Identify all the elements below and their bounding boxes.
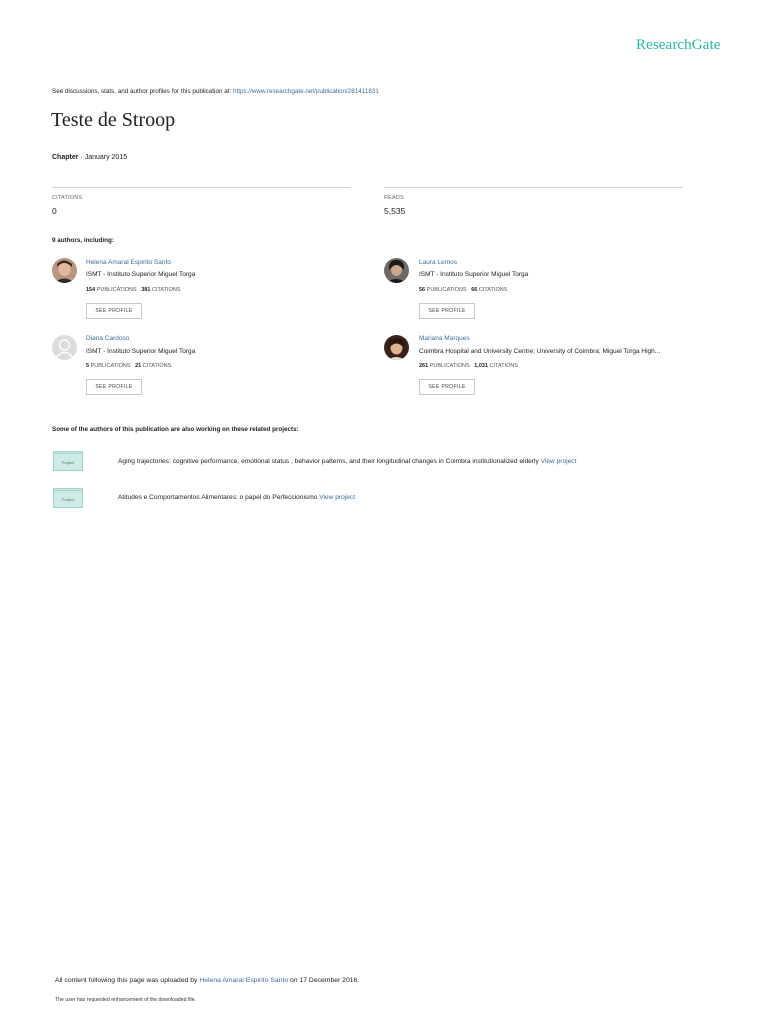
discussion-notice-text: See discussions, stats, and author profiles for this publication at:	[52, 88, 232, 95]
project-folder-icon	[53, 451, 83, 471]
project-folder-icon	[53, 488, 83, 508]
author-name-link[interactable]: Mariana Marques	[419, 335, 470, 342]
default-avatar-icon	[52, 335, 77, 360]
author-avatar[interactable]	[52, 258, 77, 283]
project-entry	[118, 494, 355, 501]
author-institution: ISMT - Instituto Superior Miguel Torga	[86, 271, 196, 278]
see-profile-button[interactable]: SEE PROFILE	[86, 379, 142, 395]
author-publications-count: 154	[86, 287, 96, 293]
author-publications-count: 56	[419, 287, 426, 293]
upload-notice	[55, 977, 359, 984]
project-icon[interactable]	[53, 451, 83, 471]
publications-label: PUBLICATIONS	[90, 363, 131, 369]
publication-meta	[52, 154, 127, 161]
author-publications-count: 261	[419, 363, 429, 369]
uploader-link[interactable]: Helena Amaral Espirito Santo	[199, 977, 289, 984]
authors-intro: 9 authors, including:	[52, 237, 114, 244]
author-name-link[interactable]: Laura Lemos	[419, 259, 457, 266]
author-avatar[interactable]	[52, 335, 77, 360]
see-profile-button[interactable]: SEE PROFILE	[86, 303, 142, 319]
publication-date: January 2015	[84, 154, 128, 161]
author-citations-count: 381	[141, 287, 151, 293]
citations-label: CITATIONS	[52, 195, 83, 201]
citations-label: CITATIONS	[478, 287, 508, 293]
view-project-link[interactable]: View project	[540, 458, 577, 465]
reads-value: 5,535	[384, 206, 406, 216]
related-projects-intro: Some of the authors of this publication are also working on these related projects:	[52, 426, 299, 433]
author-photo-icon	[384, 335, 409, 360]
upload-notice-prefix: All content following this page was uploaded by	[55, 977, 198, 984]
author-name-link[interactable]: Helena Amaral Espirito Santo	[86, 259, 171, 266]
project-icon-label: Project	[61, 460, 75, 465]
publication-url-link[interactable]: https://www.researchgate.net/publication/281411831	[232, 88, 379, 95]
citations-label: CITATIONS	[142, 363, 172, 369]
researchgate-logo[interactable]: ResearchGate	[636, 37, 721, 53]
see-profile-button[interactable]: SEE PROFILE	[419, 379, 475, 395]
author-institution: ISMT - Instituto Superior Miguel Torga	[86, 348, 196, 355]
author-name-link[interactable]: Diana Cardoso	[86, 335, 130, 342]
publications-label: PUBLICATIONS	[96, 287, 137, 293]
author-citations-count: 66	[471, 287, 478, 293]
author-stats	[86, 363, 171, 369]
project-icon-label: Project	[61, 497, 75, 502]
citations-divider	[52, 187, 350, 188]
author-institution: Coimbra Hospital and University Centre; University of Coimbra; Miguel Torga High...	[419, 348, 661, 355]
author-avatar[interactable]	[384, 335, 409, 360]
project-title: Aging trajectories: cognitive performance, emotional status , behavior patterns, and their longitudinal changes in Coimbra institutionalized elderly	[118, 458, 539, 465]
author-stats	[419, 287, 507, 293]
citations-label: CITATIONS	[151, 287, 181, 293]
upload-notice-suffix: on 17 December 2016.	[290, 977, 360, 984]
project-title: Atitudes e Comportamentos Alimentares: o papel do Perfeccionismo	[118, 494, 318, 501]
author-photo-icon	[384, 258, 409, 283]
view-project-link[interactable]: View project	[319, 494, 356, 501]
author-citations-count: 21	[135, 363, 142, 369]
author-stats	[86, 287, 181, 293]
enhancement-note: The user has requested enhancement of the downloaded file.	[55, 997, 197, 1003]
citations-value: 0	[52, 206, 57, 216]
author-publications-count: 5	[86, 363, 90, 369]
citations-label: CITATIONS	[489, 363, 519, 369]
see-profile-button[interactable]: SEE PROFILE	[419, 303, 475, 319]
reads-divider	[384, 187, 683, 188]
author-citations-count: 1,031	[474, 363, 489, 369]
publication-type: Chapter	[52, 154, 79, 161]
discussion-notice	[52, 88, 379, 95]
publications-label: PUBLICATIONS	[426, 287, 467, 293]
meta-separator: ·	[78, 154, 85, 161]
author-institution: ISMT - Instituto Superior Miguel Torga	[419, 271, 529, 278]
publication-title: Teste de Stroop	[51, 109, 176, 131]
publications-label: PUBLICATIONS	[429, 363, 470, 369]
author-avatar[interactable]	[384, 258, 409, 283]
author-stats	[419, 363, 518, 369]
project-icon[interactable]	[53, 488, 83, 508]
project-entry	[118, 458, 576, 465]
author-photo-icon	[52, 258, 77, 283]
reads-label: READS	[384, 195, 404, 201]
